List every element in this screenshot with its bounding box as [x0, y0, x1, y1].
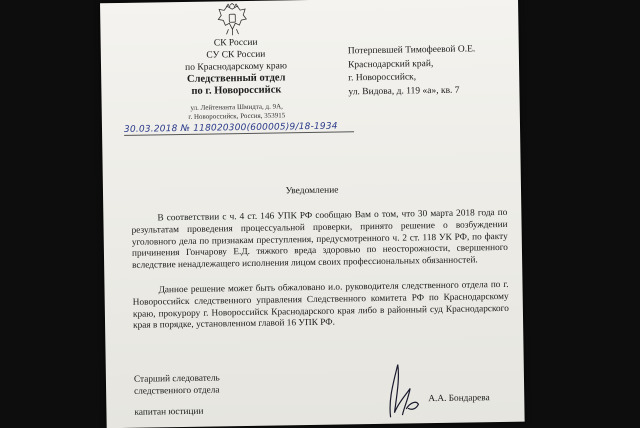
handwritten-date-number: 30.03.2018 № 118020300(600005)9/18-1934 — [124, 121, 354, 136]
addressee-block — [348, 43, 519, 100]
signer-position — [134, 373, 220, 398]
org-line2: по Краснодарскому краю — [185, 61, 288, 73]
notice-paragraph-2: Данное решение может быть обжаловано и.о. руководителя следственного отдела по г. Новороссийск следственного управления Следственного комитета РФ по Краснодарскому краю, прокурору г. Новороссийск Краснодарского края либо в районный суд Краснодарского края в порядке, установленном главой 16 УПК РФ. — [132, 279, 509, 332]
signer-position-line1: Старший следователь — [133, 373, 220, 385]
addressee-line2: Краснодарский край, — [347, 58, 434, 70]
document-page — [100, 0, 525, 428]
signer-position-line2: следственного отдела — [134, 385, 220, 397]
signer-name: А.А. Бондарева — [428, 393, 490, 405]
addressee-line1: Потерпевшей Тимофеевой О.Е. — [347, 44, 476, 57]
notice-paragraph-1: В соответствии с ч. 4 ст. 146 УПК РФ сообщаю Вам о том, что 30 марта 2018 года по результатам проведения процессуальной проверки, принято решение о возбуждении уголовного дела по признакам преступления, предусмотренного ч. 2 ст. 118 УК РФ, по факту причинения Гончарову Е.Д. тяжкого вреда здоровью по неосторожности, свершенного вследствие ненадлежащего исполнения лицом своих профессиональных обязанностей. — [131, 207, 509, 271]
sender-organization-block — [141, 36, 332, 123]
sender-address-line1: ул. Лейтенанта Шмидта, д. 9А, — [190, 102, 283, 112]
org-line1: СУ СК России — [206, 49, 266, 61]
dept-line1: Следственный отдел — [186, 72, 286, 85]
document-title: Уведомление — [285, 185, 339, 197]
org-top: СК России — [213, 37, 258, 49]
coat-of-arms-emblem-icon — [215, 3, 250, 38]
handwritten-signature — [376, 358, 427, 419]
signer-rank: капитан юстиции — [134, 406, 204, 418]
addressee-line3: г. Новороссийск, — [348, 72, 417, 84]
addressee-line4: ул. Видова, д. 119 «а», кв. 7 — [348, 85, 460, 97]
sender-address-line2: г. Новороссийск, Россия, 353915 — [188, 111, 286, 121]
dept-line2: по г. Новороссийск — [191, 84, 282, 97]
